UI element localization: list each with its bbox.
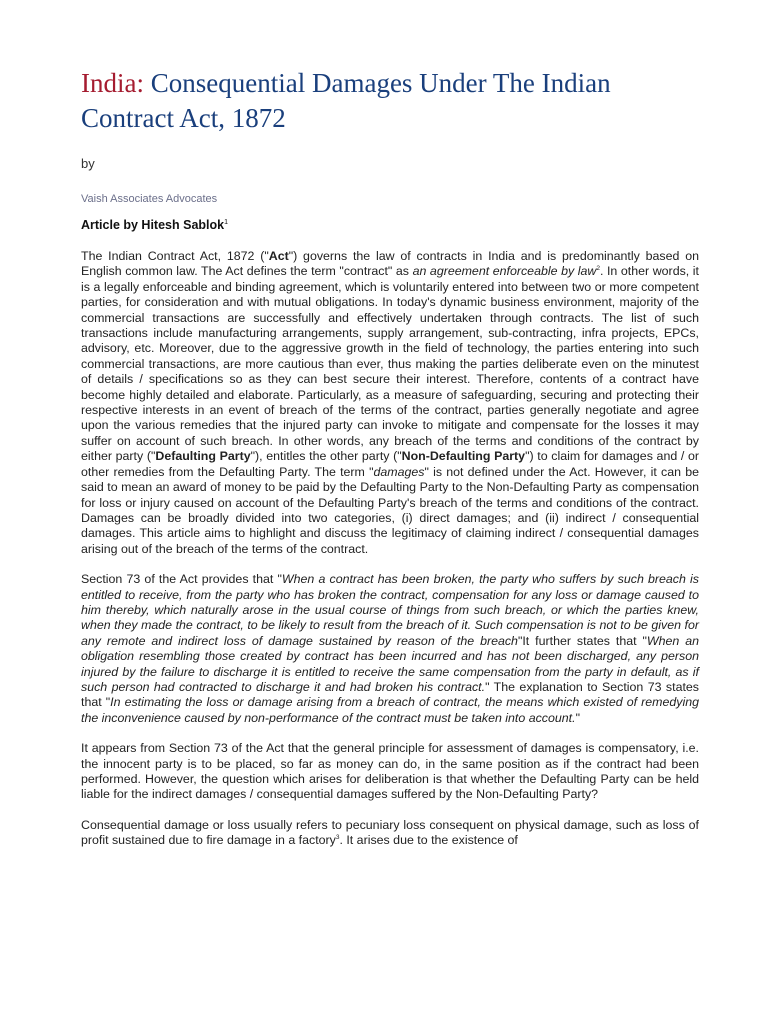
italic-run: an agreement enforceable by law — [412, 264, 597, 279]
defined-term-defaulting-party: Defaulting Party — [155, 449, 251, 464]
quote-run: When a contract has been broken, the party who suffers by such breach is entitled to receive, from the party who has broken the contract, compensation for any loss or damage caused to him thereby, which naturally arose in the usual course of things from such breach, or which the parties knew, when they made the contract, to be likely to result from the breach of it. Such compensation is not to be given for any remote and indirect loss of damage sustained by reason of the breach — [81, 572, 699, 648]
paragraph-4 — [81, 818, 699, 849]
quote-run: In estimating the loss or damage arising from a breach of contract, the means which existed of remedying the inconvenience caused by non-performance of the contract must be taken into account. — [81, 695, 699, 725]
text-run: The Indian Contract Act, 1872 (" — [81, 249, 269, 263]
defined-term-non-defaulting-party: Non-Defaulting Party — [401, 449, 526, 464]
paragraph-3: It appears from Section 73 of the Act that the general principle for assessment of damages is compensatory, i.e. the innocent party is to be placed, so far as money can do, in the same position as if the contract had been performed. However, the question which arises for deliberation is that whether the Defaulting Party can be held liable for the indirect damages / consequential damages suffered by the Non-Defaulting Party? — [81, 741, 699, 802]
country-label[interactable]: India — [81, 68, 137, 98]
text-run: ") to claim for damages and / or other remedies from the Defaulting Party. The term " — [81, 449, 699, 479]
text-run: ") governs the law of contracts in India and is predominantly based on English common law. The Act defines the term "contract" as — [81, 249, 699, 279]
paragraph-1 — [81, 249, 699, 557]
title-separator: : — [136, 68, 144, 98]
text-run: "It further states that " — [517, 633, 647, 648]
footnote-ref-3: 3 — [335, 834, 340, 842]
text-run: "), entitles the other party (" — [250, 449, 402, 464]
footnote-ref-1: 1 — [224, 218, 229, 226]
title-text: Consequential Damages Under The Indian Contract Act, 1872 — [81, 68, 611, 133]
text-run: . It arises due to the existence of — [339, 833, 518, 848]
text-run: " — [575, 710, 580, 725]
defined-term-act: Act — [268, 249, 289, 263]
text-run: . In other words, it is a legally enforceable and binding agreement, which is voluntarily entered into between two or more competent parties, for consideration and with mutual obligations. In today's dynamic business environment, majority of the commercial transactions are successfully and effectively undertaken through contracts. The list of such transactions include manufacturing arrangements, supply arrangement, sub-contracting, infra projects, EPCs, advisory, etc. Moreover, due to the aggressive growth in the field of technology, the parties entering into such commercial transactions, are more cautious than ever, thus making the parties deliberate even on the minutest of details / specifications so as they can best secure their interest. Therefore, contents of a contract have become highly detailed and elaborate. Particularly, as a measure of safeguarding, securing and protecting their respective interests in an event of breach of the terms of the contract, parties generally negotiate and agree upon the various remedies that the injured party can invoke to mitigate and compensate for the losses it may suffer on account of such breach. In other words, any breach of the terms and conditions of the contract by either party (" — [81, 264, 699, 464]
article-title — [81, 66, 699, 136]
footnote-ref-2: 2 — [596, 265, 600, 273]
text-run: Consequential damage or loss usually refers to pecuniary loss consequent on physical damage, such as loss of profit sustained due to fire damage in a factory — [81, 817, 699, 848]
firm-name[interactable]: Vaish Associates Advocates — [81, 193, 218, 205]
by-label: by — [81, 156, 95, 171]
author-byline — [81, 218, 699, 232]
author-name: Article by Hitesh Sablok — [81, 218, 225, 232]
text-run: " is not defined under the Act. However, it can be said to mean an award of money to be paid by the Defaulting Party to the Non-Defaulting Party as compensation for loss or injury caused on account of the Defaulting Party's breach of the terms and conditions of the contract. Damages can be broadly divided into two categories, (i) direct damages; and (ii) indirect / consequential damages. This article aims to highlight and discuss the legitimacy of claiming indirect / consequential damages arising out of the breach of the terms of the contract. — [81, 464, 699, 556]
italic-run: damages — [373, 464, 425, 479]
quote-run: When an obligation resembling those created by contract has been incurred and has not been discharged, any person injured by the failure to discharge it is entitled to receive the same compensation from the party in default, as if such person had contracted to discharge it and had broken his contract. — [81, 633, 699, 694]
article — [81, 66, 699, 849]
text-run: " The explanation to Section 73 states that " — [81, 679, 699, 710]
paragraph-2 — [81, 572, 699, 726]
text-run: Section 73 of the Act provides that " — [81, 572, 282, 587]
